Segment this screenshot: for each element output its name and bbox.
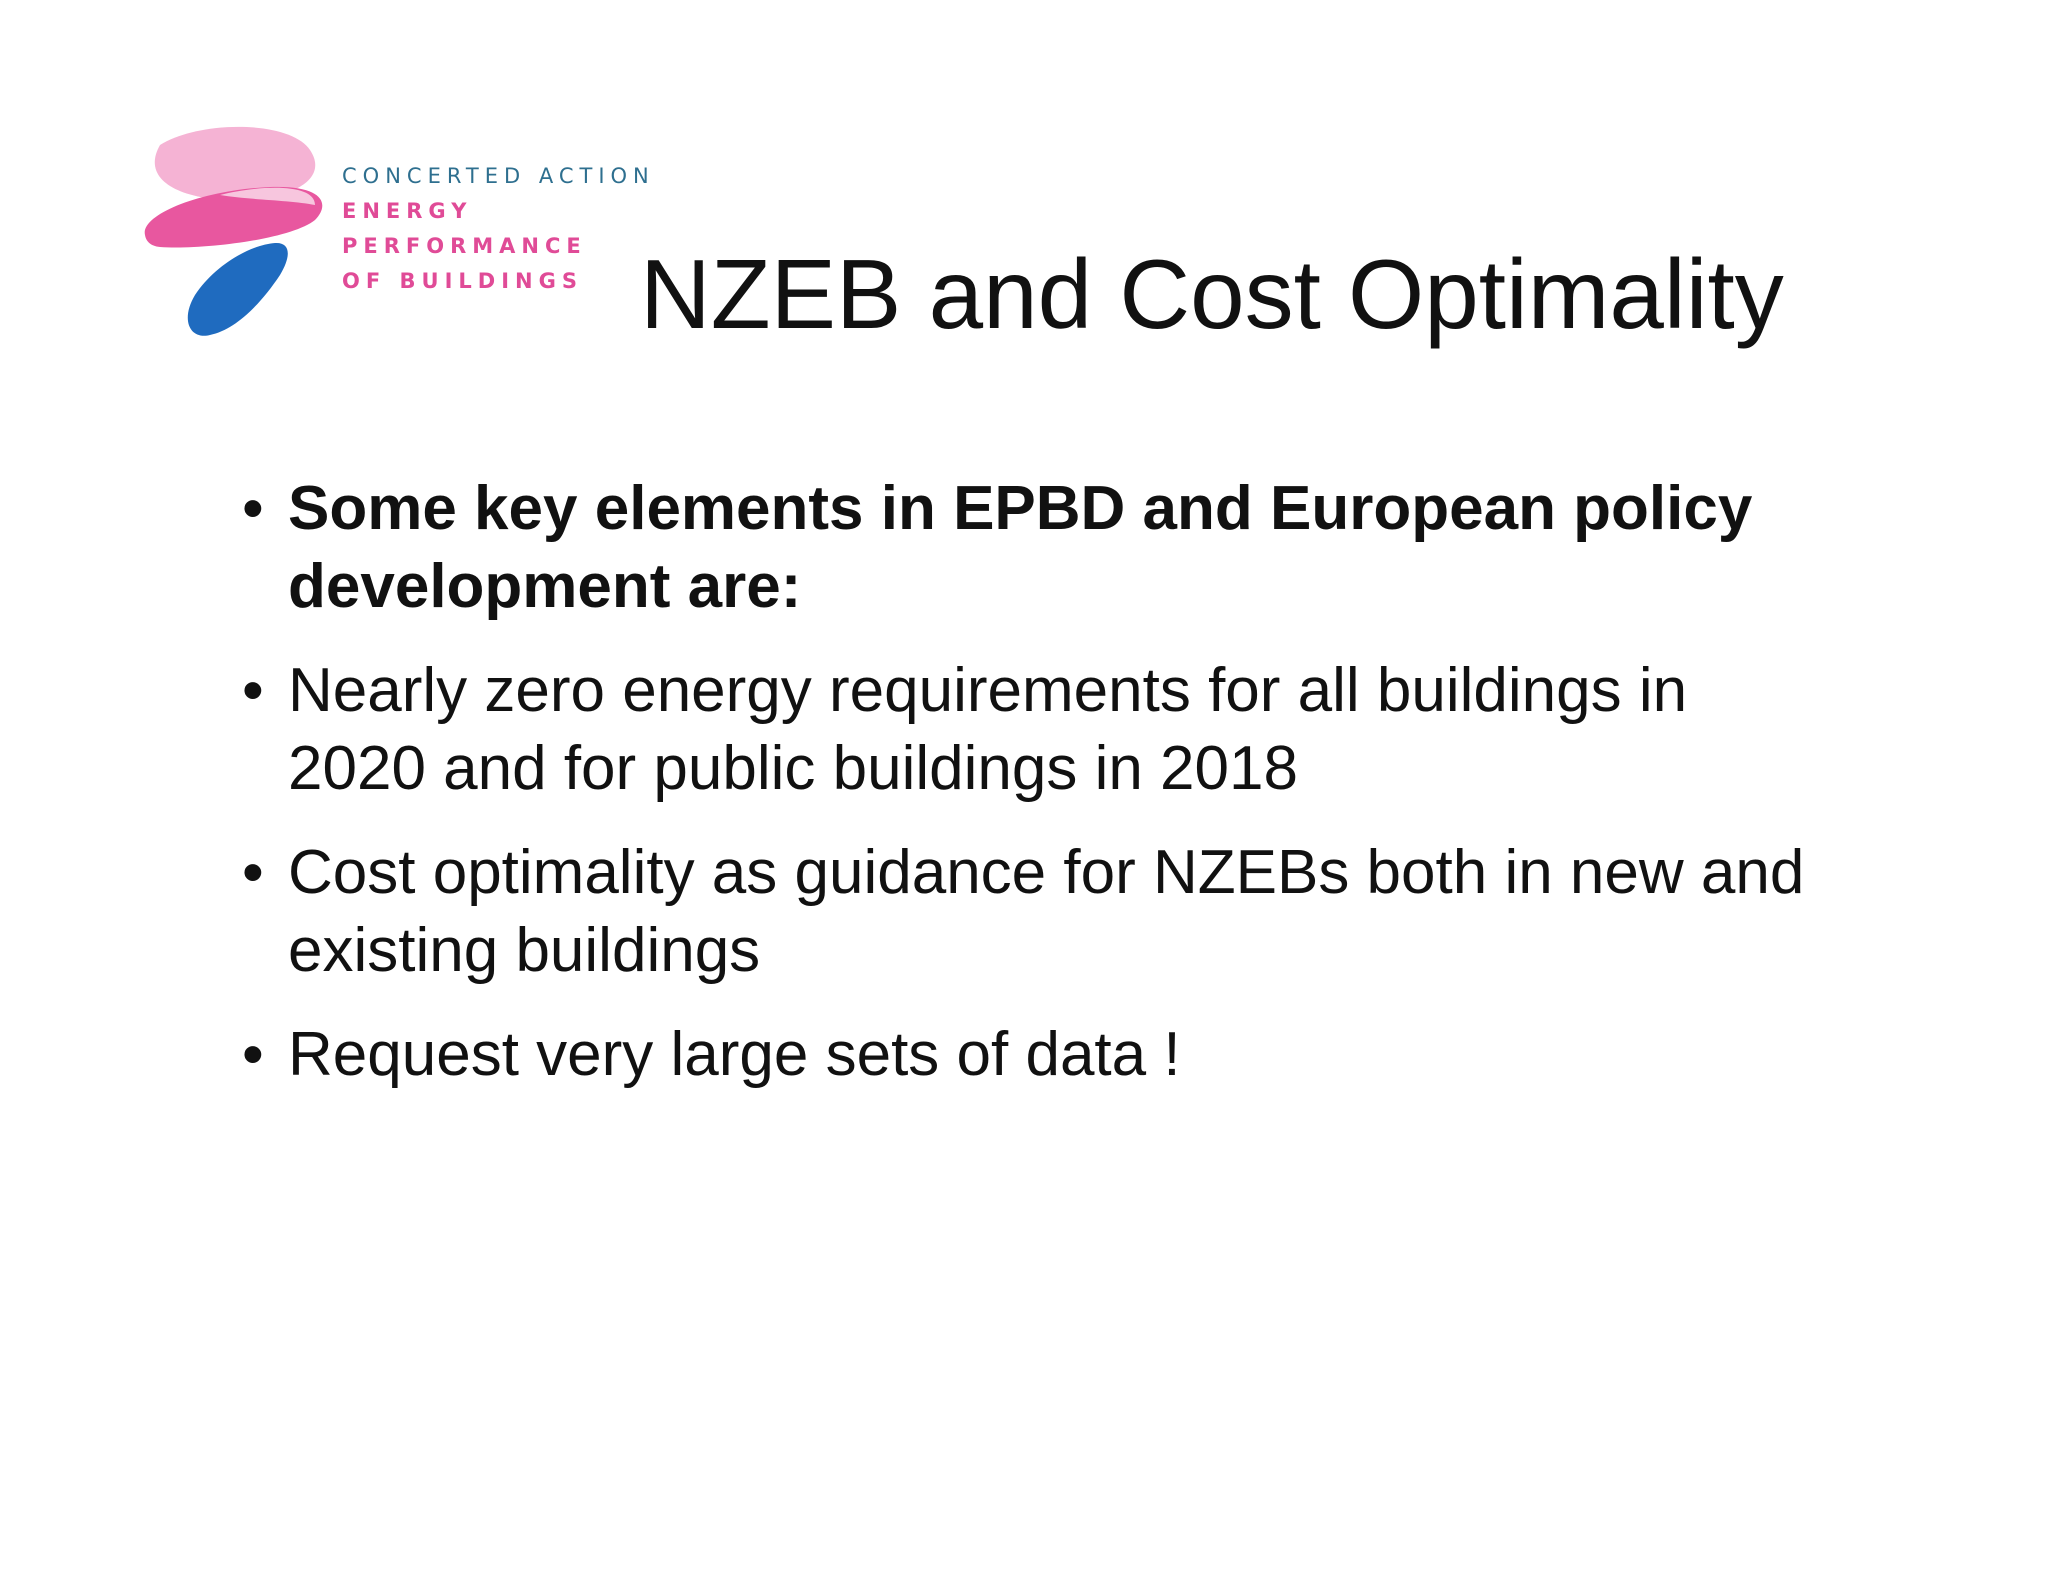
logo-line-1: CONCERTED ACTION [342, 164, 655, 188]
slide-title: NZEB and Cost Optimality [640, 239, 1784, 349]
bullet-text: Some key elements in EPBD and European policy development are: [288, 474, 1753, 621]
concerted-action-logo-icon [140, 125, 330, 345]
bullet-list [236, 470, 1836, 1120]
logo [140, 125, 680, 355]
bullet-dot-icon: • [242, 656, 264, 725]
bullet-dot-icon: • [242, 474, 264, 543]
logo-line-2: ENERGY PERFORMANCE [342, 199, 587, 258]
bullet-item [236, 834, 1836, 990]
logo-line-3: OF BUILDINGS [342, 269, 583, 293]
bullet-item [236, 470, 1836, 626]
bullet-item [236, 652, 1836, 808]
bullet-text: Cost optimality as guidance for NZEBs both in new and existing buildings [288, 838, 1805, 985]
bullet-text: Request very large sets of data ! [288, 1020, 1181, 1089]
bullet-item [236, 1016, 1836, 1094]
logo-wordmark [342, 159, 680, 299]
bullet-dot-icon: • [242, 838, 264, 907]
bullet-dot-icon: • [242, 1020, 264, 1089]
bullet-text: Nearly zero energy requirements for all buildings in 2020 and for public buildings in 2018 [288, 656, 1688, 803]
